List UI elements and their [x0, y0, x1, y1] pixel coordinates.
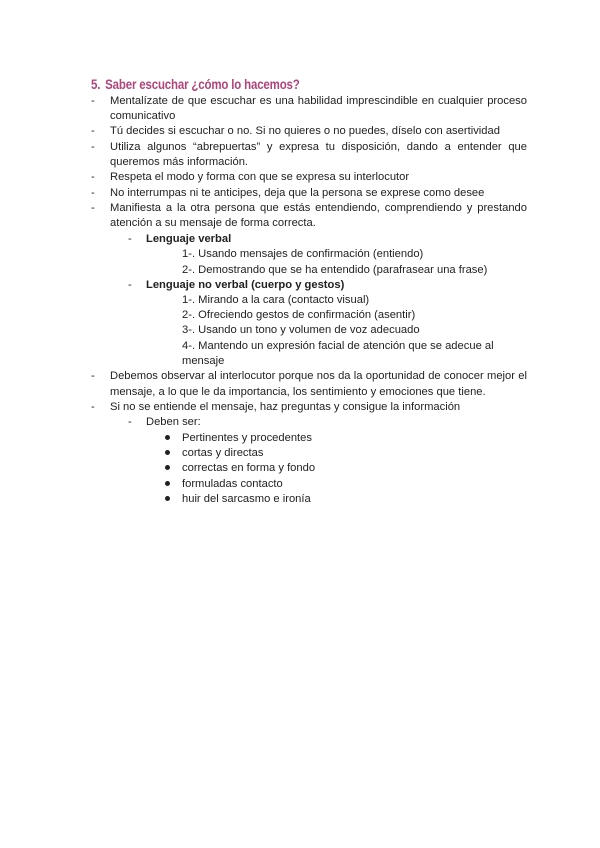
dash-marker: -	[91, 125, 95, 137]
question-quality-2: cortas y directas	[182, 447, 264, 459]
verbal-item-2: 2-. Demostrando que se ha entendido (parafrasear una frase)	[182, 264, 488, 276]
bullet-icon	[165, 481, 170, 486]
dash-marker: -	[91, 370, 95, 382]
verbal-item-1: 1-. Usando mensajes de confirmación (entiendo)	[182, 248, 424, 260]
list-item-6-line-2: atención a su mensaje de forma correcta.	[110, 217, 316, 229]
nonverbal-item-1: 1-. Mirando a la cara (contacto visual)	[182, 294, 370, 306]
dash-marker: -	[91, 141, 95, 153]
question-quality-1: Pertinentes y procedentes	[182, 432, 312, 444]
question-quality-5: huir del sarcasmo e ironía	[182, 493, 311, 505]
list-item-4: Respeta el modo y forma con que se expresa su interlocutor	[110, 171, 410, 183]
list-item-6-line-1: Manifiesta a la otra persona que estás entendiendo, comprendiendo y prestando	[110, 202, 527, 214]
dash-marker: -	[128, 233, 132, 245]
question-quality-3: correctas en forma y fondo	[182, 462, 316, 474]
section-heading	[91, 76, 300, 92]
nonverbal-item-2: 2-. Ofreciendo gestos de confirmación (asentir)	[182, 309, 416, 321]
deben-ser-label: Deben ser:	[146, 416, 201, 428]
dash-marker: -	[91, 401, 95, 413]
list-item-3-line-2: queremos más información.	[110, 156, 249, 168]
dash-marker: -	[128, 416, 132, 428]
nonverbal-item-4-line-1: 4-. Mantendo un expresión facial de atención que se adecue al	[182, 340, 494, 352]
dash-marker: -	[91, 187, 95, 199]
verbal-language-label: Lenguaje verbal	[146, 233, 232, 245]
dash-marker: -	[91, 171, 95, 183]
question-quality-4: formuladas contacto	[182, 478, 283, 490]
list-item-7-line-1: Debemos observar al interlocutor porque nos da la oportunidad de conocer mejor el	[110, 370, 527, 382]
dash-marker: -	[128, 279, 132, 291]
list-item-5: No interrumpas ni te anticipes, deja que la persona se exprese como desee	[110, 187, 485, 199]
bullet-icon	[165, 465, 170, 470]
bullet-icon	[165, 450, 170, 455]
list-item-1-line-1: Mentalízate de que escuchar es una habilidad imprescindible en cualquier proceso	[110, 95, 527, 107]
nonverbal-item-3: 3-. Usando un tono y volumen de voz adecuado	[182, 324, 420, 336]
nonverbal-item-4-line-2: mensaje	[182, 355, 225, 367]
section-number: 5.	[91, 76, 101, 92]
list-item-8: Si no se entiende el mensaje, haz preguntas y consigue la información	[110, 401, 461, 413]
dash-marker: -	[91, 95, 95, 107]
list-item-1-line-2: comunicativo	[110, 110, 176, 122]
dash-marker: -	[91, 202, 95, 214]
nonverbal-language-label: Lenguaje no verbal (cuerpo y gestos)	[146, 279, 345, 291]
list-item-7-line-2: mensaje, a lo que le da importancia, los sentimiento y emociones que tiene.	[110, 386, 486, 398]
bullet-icon	[165, 496, 170, 501]
section-title: Saber escuchar ¿cómo lo hacemos?	[105, 76, 300, 92]
list-item-2: Tú decides si escuchar o no. Si no quieres o no puedes, díselo con asertividad	[110, 125, 500, 137]
list-item-3-line-1: Utiliza algunos “abrepuertas” y expresa tu disposición, dando a entender que	[110, 141, 527, 153]
bullet-icon	[165, 435, 170, 440]
